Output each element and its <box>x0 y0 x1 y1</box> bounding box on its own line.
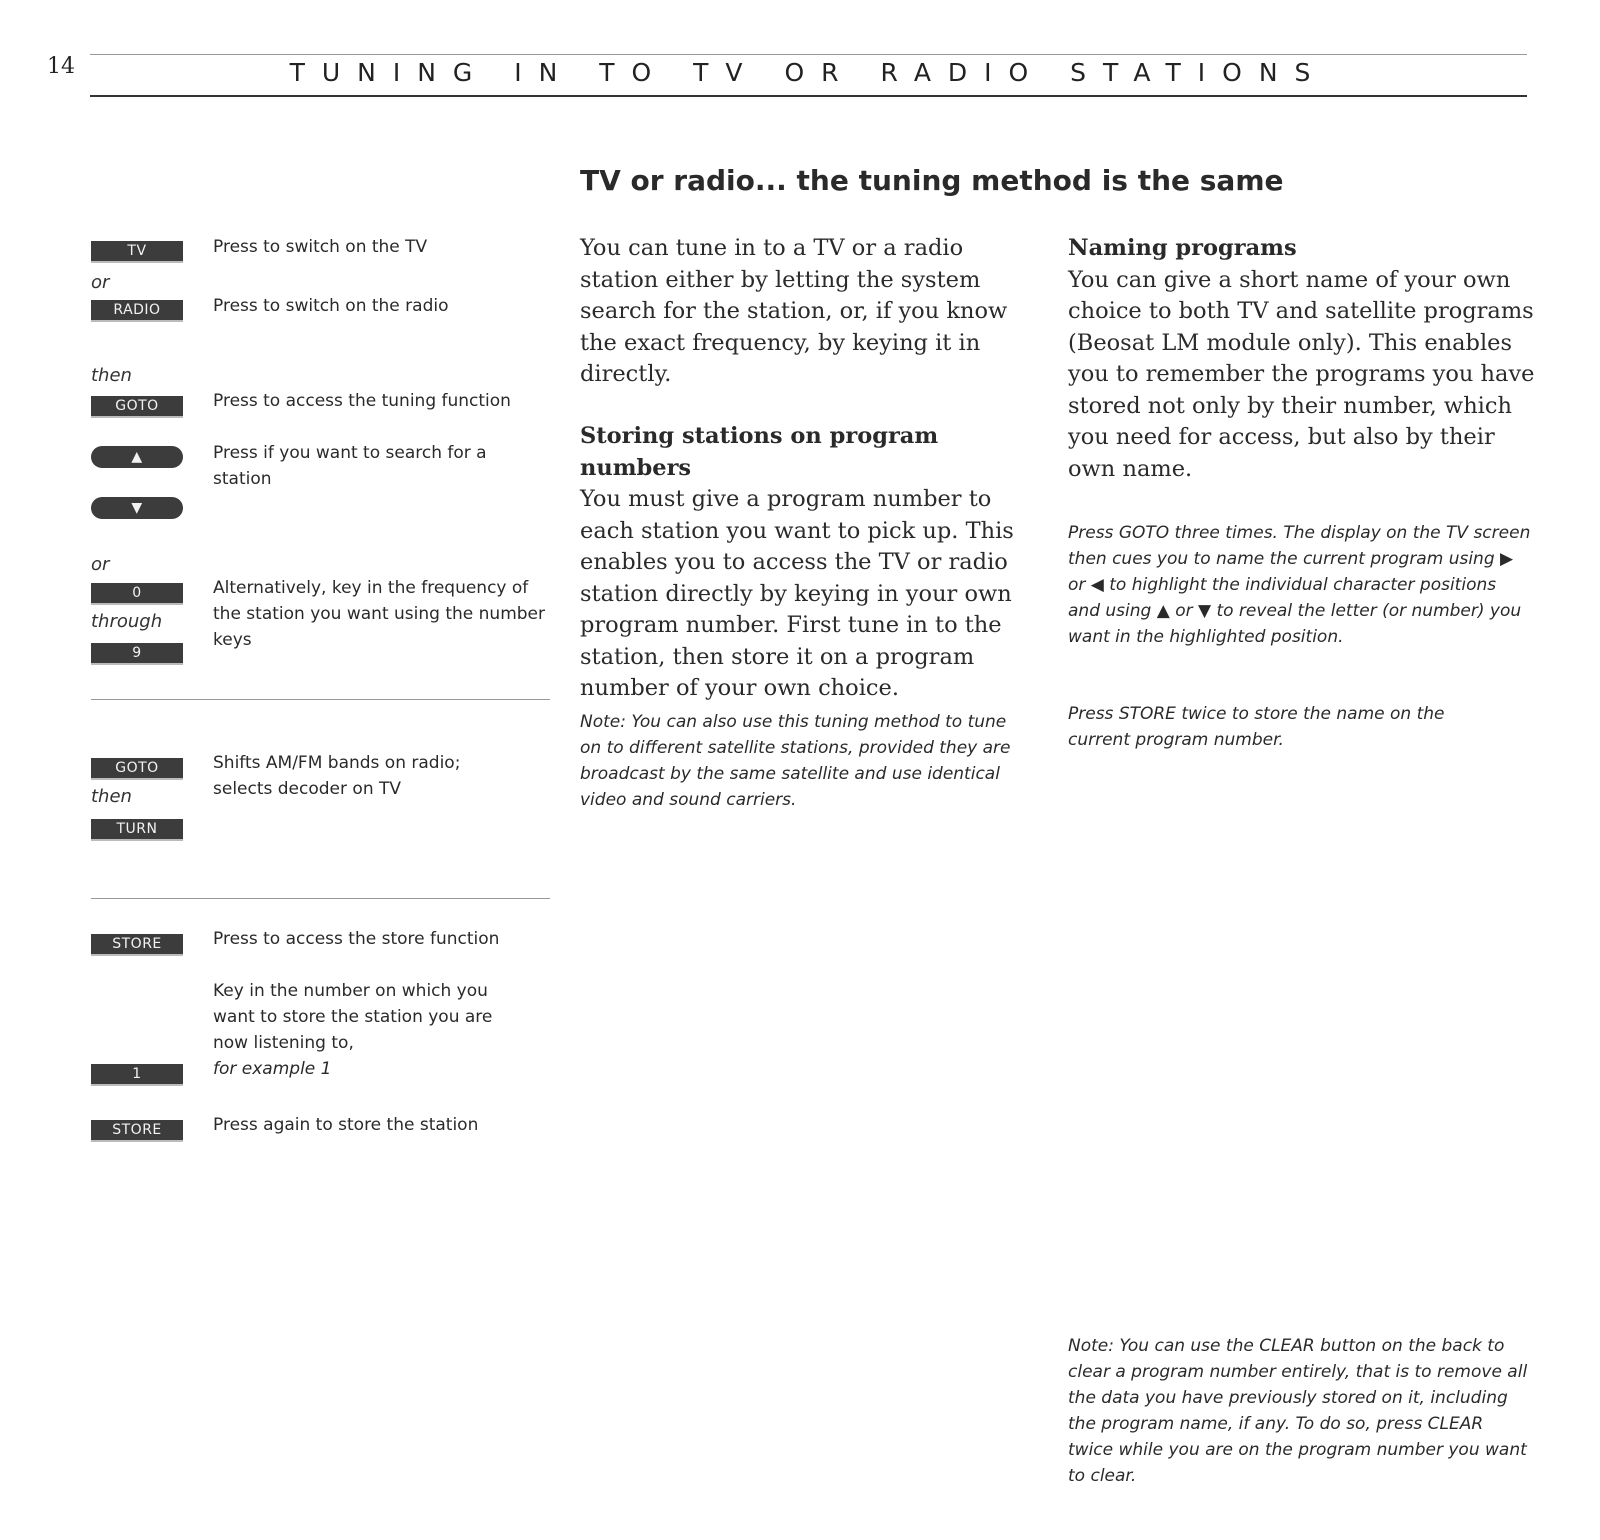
naming-text: You can give a short name of your own choice to both TV and satellite programs (Beosat LM module only). This enables you to remember the programs you have stored not only by their number, which you need for access, but also by their own name. <box>1068 266 1535 482</box>
instruction-shift: Shifts AM/FM bands on radio; selects decoder on TV <box>213 753 461 799</box>
connector-then: then <box>91 365 132 386</box>
nine-key: 9 <box>91 643 183 665</box>
divider-2 <box>91 898 550 899</box>
connector-then-2: then <box>91 786 132 807</box>
store-key-2: STORE <box>91 1120 183 1142</box>
store-instruction: Press STORE twice to store the name on the current program number. <box>1068 704 1445 750</box>
turn-key: TURN <box>91 819 183 841</box>
connector-or: or <box>91 272 110 293</box>
instruction-search: Press if you want to search for a station <box>213 443 487 489</box>
goto-instruction: Press GOTO three times. The display on the TV screen then cues you to name the current program using ▶ or ◀ to highlight the individual character positions and using ▲ or ▼ to reveal the letter (or number) you want in the highlighted position. <box>1068 523 1531 647</box>
page-number: 14 <box>47 54 75 79</box>
connector-through: through <box>91 611 163 632</box>
header-rule-bottom <box>90 95 1527 97</box>
goto-key-2: GOTO <box>91 758 183 780</box>
naming-section <box>1068 233 1538 485</box>
intro-paragraph: You can tune in to a TV or a radio station either by letting the system search for the station, or, if you know the exact frequency, by keying it in directly. <box>580 235 1008 387</box>
running-title: TUNING IN TO TV OR RADIO STATIONS <box>289 58 1328 87</box>
connector-or-2: or <box>91 554 110 575</box>
instruction-keyin-text: Key in the number on which you want to store the station you are now listening to, <box>213 981 493 1053</box>
note-satellite: Note: You can also use this tuning method to tune on to different satellite stations, provided they are broadcast by the same satellite and use identical video and sound carriers. <box>580 712 1011 810</box>
section-title: TV or radio... the tuning method is the same <box>580 164 1284 197</box>
storing-text: You must give a program number to each station you want to pick up. This enables you to access the TV or radio station directly by keying in your own program number. First tune in to the station, then store it on a program number of your own choice. <box>580 486 1014 701</box>
one-key: 1 <box>91 1064 183 1086</box>
naming-heading: Naming programs <box>1068 235 1297 261</box>
instruction-store: Press to access the store function <box>213 929 500 949</box>
instruction-keyin <box>213 978 523 1082</box>
up-arrow-key: ▲ <box>91 446 183 468</box>
note-clear: Note: You can use the CLEAR button on the back to clear a program number entirely, that is to remove all the data you have previously stored on it, including the program name, if any. To do so, press CLEAR twice while you are on the program number you want to clear. <box>1068 1336 1528 1486</box>
down-arrow-key: ▼ <box>91 497 183 519</box>
storing-heading: Storing stations on program numbers <box>580 423 939 481</box>
instruction-alternative: Alternatively, key in the frequency of the station you want using the number keys <box>213 578 545 650</box>
instruction-keyin-example: for example 1 <box>213 1059 332 1079</box>
instruction-store-again: Press again to store the station <box>213 1115 479 1135</box>
header-rule-top <box>90 54 1527 55</box>
tv-key: TV <box>91 241 183 263</box>
instruction-radio: Press to switch on the radio <box>213 296 449 316</box>
divider <box>91 699 550 700</box>
goto-key: GOTO <box>91 396 183 418</box>
storing-section <box>580 421 1050 705</box>
instruction-tv: Press to switch on the TV <box>213 237 428 257</box>
radio-key: RADIO <box>91 300 183 322</box>
instruction-goto: Press to access the tuning function <box>213 391 511 411</box>
store-key: STORE <box>91 934 183 956</box>
zero-key: 0 <box>91 583 183 605</box>
